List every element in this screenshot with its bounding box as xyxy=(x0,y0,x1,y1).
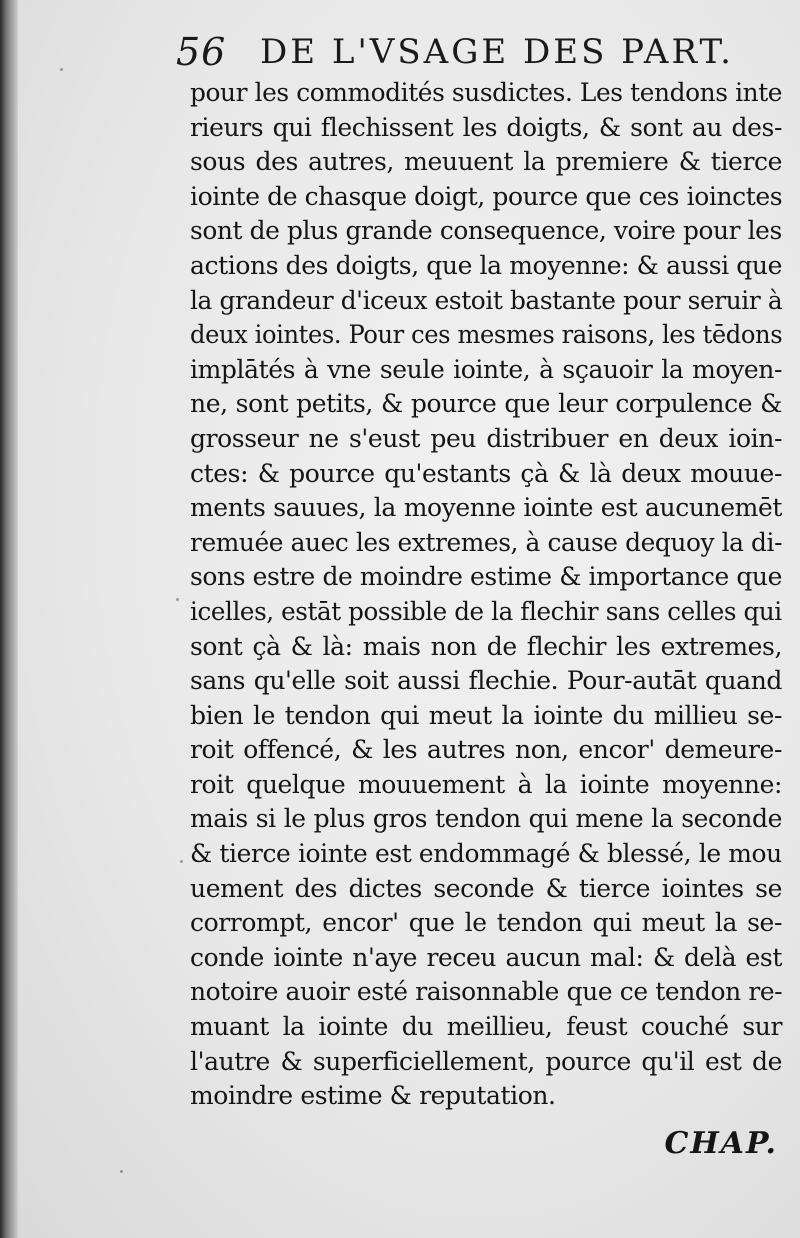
text-line: notoire auoir esté raisonnable que ce tendon re- xyxy=(190,977,783,1007)
text-line: ctes: & pource qu'estants çà & là deux mouue- xyxy=(190,458,782,488)
text-line: iointe de chasque doigt, pource que ces ioinctes xyxy=(190,181,783,211)
page-number: 56 xyxy=(176,30,227,74)
text-line: bien le tendon qui meut la iointe du millieu se- xyxy=(190,700,782,730)
text-line: sons estre de moindre estime & importance que xyxy=(190,562,782,592)
text-line: uement des dictes seconde & tierce iointes se xyxy=(190,873,782,903)
text-line: sous des autres, meuuent la premiere & tierce xyxy=(190,147,782,177)
text-line: sont çà & là: mais non de flechir les extremes, xyxy=(190,631,782,661)
text-line: remuée auec les extremes, à cause dequoy la di- xyxy=(190,527,783,557)
paper-speck xyxy=(176,598,179,601)
text-line: implātés à vne seule iointe, à sçauoir la moyen- xyxy=(190,354,782,384)
paper-speck xyxy=(60,68,63,71)
text-line: & tierce iointe est endommagé & blessé, le mou xyxy=(190,839,782,869)
text-line: sont de plus grande consequence, voire pour les xyxy=(190,216,782,246)
text-line: corrompt, encor' que le tendon qui meut la se- xyxy=(190,908,782,938)
text-line: icelles, estāt possible de la flechir sans celles qui xyxy=(190,596,782,626)
body-text xyxy=(190,76,782,1114)
text-line: pour les commodités susdictes. Les tendons inte xyxy=(190,78,783,107)
running-title: DE L'VSAGE DES PART. xyxy=(260,32,734,72)
text-line: mais si le plus gros tendon qui mene la seconde xyxy=(190,804,782,834)
binding-shadow xyxy=(0,0,18,1238)
text-line: sans qu'elle soit aussi flechie. Pour-autāt quand xyxy=(190,666,782,696)
text-line: roit quelque mouuement à la iointe moyenne: xyxy=(190,769,782,799)
paper-speck xyxy=(120,1170,123,1173)
text-line: ne, sont petits, & pource que leur corpulence & xyxy=(190,389,782,419)
paper-speck xyxy=(180,860,183,863)
text-line: muant la iointe du meillieu, feust couché sur xyxy=(190,1012,782,1042)
text-line: grosseur ne s'eust peu distribuer en deux ioin- xyxy=(190,423,782,453)
text-line: conde iointe n'aye receu aucun mal: & delà est xyxy=(190,942,782,972)
text-line: rieurs qui flechissent les doigts, & sont au des- xyxy=(190,112,782,142)
catchword: CHAP. xyxy=(664,1126,778,1161)
text-line: roit offencé, & les autres non, encor' demeure- xyxy=(190,735,782,765)
running-head xyxy=(168,24,780,84)
text-line: la grandeur d'iceux estoit bastante pour seruir à xyxy=(190,285,783,315)
text-line: l'autre & superficiellement, pource qu'il est de xyxy=(190,1046,782,1076)
text-line: actions des doigts, que la moyenne: & aussi que xyxy=(190,250,782,280)
text-line: ments sauues, la moyenne iointe est aucunemēt xyxy=(190,493,782,523)
text-line: moindre estime & reputation. xyxy=(190,1081,556,1111)
text-line: deux iointes. Pour ces mesmes raisons, les tēdons xyxy=(190,320,783,350)
